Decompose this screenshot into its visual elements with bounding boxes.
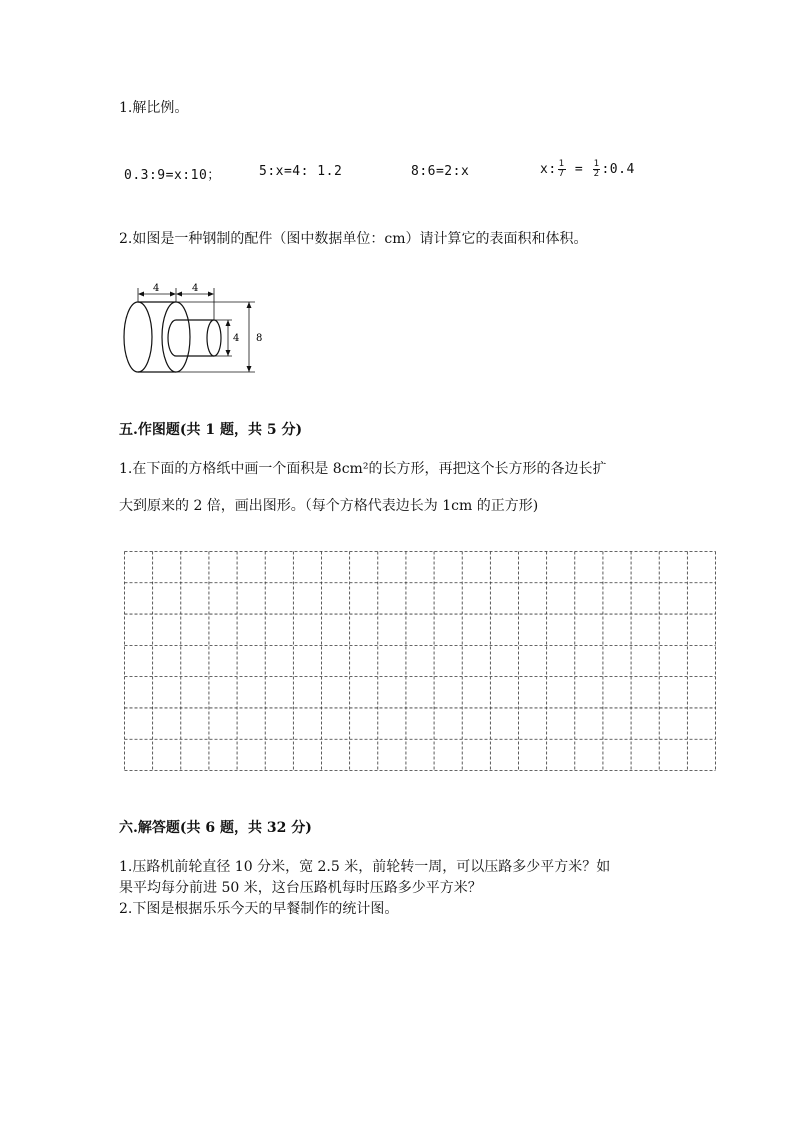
fraction-denominator: 2 [593,169,600,179]
grid-paper[interactable] [124,551,716,771]
inner-cylinder-end-face [207,320,221,356]
arrowhead [176,292,182,297]
outer-cylinder-right-face [162,302,190,372]
fraction-numerator: 1 [558,159,565,169]
arrowhead [247,302,252,308]
dimension-label-outer: 8 [256,333,263,344]
section-5-question-line-1: 1.在下面的方格纸中画一个面积是 8cm²的长方形，再把这个长方形的各边长扩 [119,461,607,477]
arrowhead [226,320,231,326]
dimension-label-right: 4 [192,283,199,294]
equation-3: 8:6=2:x [411,164,470,179]
fraction-one-half [593,160,601,179]
arrowhead [208,292,214,297]
section-6-question-1-line-2: 果平均每分前进 50 米，这台压路机每时压路多少平方米？ [119,880,482,896]
question-part-label: 2.如图是一种钢制的配件（图中数据单位：cm）请计算它的表面积和体积。 [119,231,588,247]
section-5-question-line-2: 大到原来的 2 倍，画出图形。（每个方格代表边长为 1cm 的正方形) [119,498,539,514]
fraction-one-seventh [558,160,566,179]
grid-lines [124,551,716,771]
equation-1: 0.3:9=x:10； [124,168,221,183]
equation-4-equals: = [566,162,592,177]
section-5-heading: 五.作图题(共 1 题，共 5 分) [119,422,303,438]
section-6-question-1-line-1: 1.压路机前轮直径 10 分米，宽 2.5 米，前轮转一周，可以压路多少平方米？如 [119,859,611,875]
question-ratio-label: 1.解比例。 [119,100,189,116]
fraction-denominator: 7 [558,169,565,179]
fraction-numerator: 1 [593,159,600,169]
equation-4-suffix: :0.4 [601,162,635,177]
arrowhead [138,292,144,297]
outer-cylinder-left-face [124,302,152,372]
arrowhead [170,292,176,297]
dimension-label-inner: 4 [233,333,240,344]
steel-part-diagram [120,278,280,380]
equation-4 [540,160,635,179]
dimension-label-left: 4 [153,283,160,294]
section-6-question-2: 2.下图是根据乐乐今天的早餐制作的统计图。 [119,901,399,917]
equation-4-prefix: x: [540,162,557,177]
arrowhead [247,366,252,372]
section-6-heading: 六.解答题(共 6 题，共 32 分) [119,820,312,836]
equation-2: 5:x=4: 1.2 [259,164,343,179]
arrowhead [226,350,231,356]
